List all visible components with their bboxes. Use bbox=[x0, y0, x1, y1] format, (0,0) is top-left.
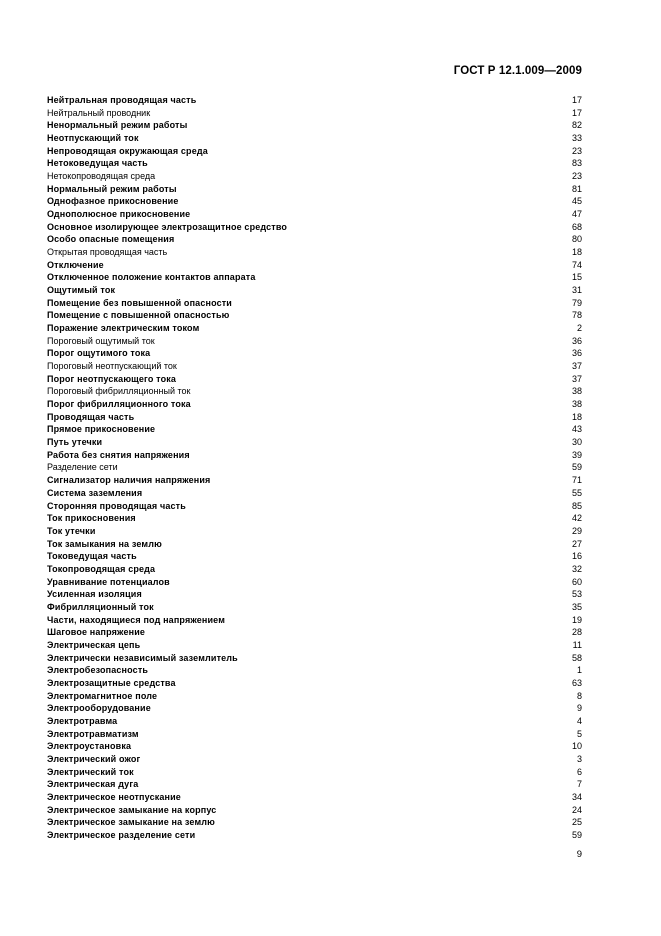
index-entry bbox=[47, 119, 582, 132]
index-term: Нормальный режим работы bbox=[47, 183, 177, 194]
index-term: Пороговый неотпускающий ток bbox=[47, 361, 177, 372]
index-entry bbox=[47, 107, 582, 120]
index-page-ref: 68 bbox=[571, 221, 582, 232]
index-page-ref: 7 bbox=[576, 779, 582, 790]
index-term: Электрическая цепь bbox=[47, 639, 141, 650]
index-term: Особо опасные помещения bbox=[47, 234, 175, 245]
index-term: Фибрилляционный ток bbox=[47, 601, 154, 612]
index-page-ref: 83 bbox=[571, 158, 582, 169]
index-term: Проводящая часть bbox=[47, 411, 135, 422]
index-page-ref: 4 bbox=[576, 715, 582, 726]
index-term: Ток прикосновения bbox=[47, 513, 136, 524]
index-entry bbox=[47, 461, 582, 474]
index-page-ref: 25 bbox=[571, 817, 582, 828]
index-page-ref: 36 bbox=[571, 348, 582, 359]
index-term: Прямое прикосновение bbox=[47, 424, 156, 435]
index-entry bbox=[47, 271, 582, 284]
index-page-ref: 16 bbox=[571, 551, 582, 562]
index-page-ref: 32 bbox=[571, 563, 582, 574]
index-page-ref: 63 bbox=[571, 677, 582, 688]
index-page-ref: 38 bbox=[571, 386, 582, 397]
index-entry bbox=[47, 639, 582, 652]
index-page-ref: 31 bbox=[571, 285, 582, 296]
index-term: Нейтральный проводник bbox=[47, 107, 151, 118]
index-entry bbox=[47, 208, 582, 221]
index-page-ref: 43 bbox=[571, 424, 582, 435]
index-page-ref: 58 bbox=[571, 652, 582, 663]
index-page-ref: 39 bbox=[571, 449, 582, 460]
index-term: Работа без снятия напряжения bbox=[47, 449, 190, 460]
index-page-ref: 74 bbox=[571, 259, 582, 270]
index-entry bbox=[47, 715, 582, 728]
index-entry bbox=[47, 601, 582, 614]
index-page-ref: 82 bbox=[571, 120, 582, 131]
index-term: Электротравматизм bbox=[47, 728, 139, 739]
index-entry bbox=[47, 233, 582, 246]
index-page-ref: 23 bbox=[571, 171, 582, 182]
index-entry bbox=[47, 183, 582, 196]
index-entry bbox=[47, 626, 582, 639]
index-term: Разделение сети bbox=[47, 462, 118, 473]
index-term: Электротравма bbox=[47, 715, 118, 726]
index-entry bbox=[47, 740, 582, 753]
index-term: Электрозащитные средства bbox=[47, 677, 176, 688]
index-term: Части, находящиеся под напряжением bbox=[47, 614, 226, 625]
index-entry bbox=[47, 576, 582, 589]
index-term: Электрооборудование bbox=[47, 703, 151, 714]
index-entry bbox=[47, 170, 582, 183]
index-page-ref: 23 bbox=[571, 145, 582, 156]
index-page-ref: 18 bbox=[571, 411, 582, 422]
index-page-ref: 53 bbox=[571, 589, 582, 600]
index-term: Шаговое напряжение bbox=[47, 627, 146, 638]
index-entry bbox=[47, 677, 582, 690]
index-entry bbox=[47, 804, 582, 817]
index-page-ref: 18 bbox=[571, 247, 582, 258]
index-term: Основное изолирующее электрозащитное средство bbox=[47, 221, 288, 232]
index-entry bbox=[47, 525, 582, 538]
index-term: Нетоковедущая часть bbox=[47, 158, 148, 169]
index-term: Сигнализатор наличия напряжения bbox=[47, 475, 211, 486]
index-entry bbox=[47, 411, 582, 424]
index-entry bbox=[47, 284, 582, 297]
index-entry bbox=[47, 778, 582, 791]
index-entry bbox=[47, 246, 582, 259]
index-term: Помещение с повышенной опасностью bbox=[47, 310, 230, 321]
index-term: Токоведущая часть bbox=[47, 551, 137, 562]
index-page-ref: 35 bbox=[571, 601, 582, 612]
index-entry bbox=[47, 94, 582, 107]
index-term: Однофазное прикосновение bbox=[47, 196, 179, 207]
index-entry bbox=[47, 652, 582, 665]
index-entry bbox=[47, 614, 582, 627]
index-term: Система заземления bbox=[47, 487, 143, 498]
index-term: Непроводящая окружающая среда bbox=[47, 145, 208, 156]
index-term: Пороговый фибрилляционный ток bbox=[47, 386, 191, 397]
index-page-ref: 10 bbox=[571, 741, 582, 752]
index-term: Электрическое замыкание на корпус bbox=[47, 804, 217, 815]
index-page-ref: 6 bbox=[576, 766, 582, 777]
index-term: Электрическое разделение сети bbox=[47, 829, 196, 840]
index-page-ref: 81 bbox=[571, 183, 582, 194]
index-page-ref: 17 bbox=[571, 95, 582, 105]
index-term: Неотпускающий ток bbox=[47, 133, 139, 144]
index-page-ref: 71 bbox=[571, 475, 582, 486]
index-entry bbox=[47, 816, 582, 829]
index-page-ref: 60 bbox=[571, 576, 582, 587]
index-term: Поражение электрическим током bbox=[47, 323, 200, 334]
index-entry bbox=[47, 487, 582, 500]
index-entry bbox=[47, 753, 582, 766]
index-entry bbox=[47, 309, 582, 322]
index-page-ref: 80 bbox=[571, 234, 582, 245]
index-page-ref: 37 bbox=[571, 373, 582, 384]
index-entry bbox=[47, 360, 582, 373]
index-term: Порог фибрилляционного тока bbox=[47, 399, 191, 410]
index-entry bbox=[47, 221, 582, 234]
index-entry bbox=[47, 563, 582, 576]
index-page-ref: 5 bbox=[576, 728, 582, 739]
index-term: Ненормальный режим работы bbox=[47, 120, 188, 131]
index-page-ref: 27 bbox=[571, 538, 582, 549]
index-page-ref: 29 bbox=[571, 525, 582, 536]
index-entry bbox=[47, 728, 582, 741]
index-entry bbox=[47, 385, 582, 398]
index-term: Однополюсное прикосновение bbox=[47, 209, 191, 220]
index-entry bbox=[47, 195, 582, 208]
index-page-ref: 85 bbox=[571, 500, 582, 511]
index-term: Электробезопасность bbox=[47, 665, 149, 676]
index-entry bbox=[47, 588, 582, 601]
index-term: Токопроводящая среда bbox=[47, 563, 156, 574]
index-page-ref: 15 bbox=[571, 272, 582, 283]
index-entry bbox=[47, 500, 582, 513]
index-entry bbox=[47, 690, 582, 703]
index-term: Ток замыкания на землю bbox=[47, 538, 162, 549]
index-term: Сторонняя проводящая часть bbox=[47, 500, 186, 511]
index-page-ref: 36 bbox=[571, 335, 582, 346]
index-entry bbox=[47, 538, 582, 551]
index-entry bbox=[47, 347, 582, 360]
index-term: Электрический ожог bbox=[47, 753, 141, 764]
index-term: Порог неотпускающего тока bbox=[47, 373, 177, 384]
index-term: Электроустановка bbox=[47, 741, 132, 752]
index-term: Усиленная изоляция bbox=[47, 589, 142, 600]
index-entry bbox=[47, 436, 582, 449]
alphabetical-index bbox=[47, 94, 582, 842]
index-term: Отключение bbox=[47, 259, 104, 270]
index-entry bbox=[47, 297, 582, 310]
index-page-ref: 17 bbox=[571, 107, 582, 118]
index-entry bbox=[47, 132, 582, 145]
index-term: Электромагнитное поле bbox=[47, 690, 158, 701]
index-term: Путь утечки bbox=[47, 437, 103, 448]
index-term: Электрическое неотпускание bbox=[47, 791, 181, 802]
index-page-ref: 30 bbox=[571, 437, 582, 448]
index-page-ref: 28 bbox=[571, 627, 582, 638]
index-entry bbox=[47, 145, 582, 158]
index-term: Нетокопроводящая среда bbox=[47, 171, 156, 182]
index-page-ref: 9 bbox=[576, 703, 582, 714]
index-term: Уравнивание потенциалов bbox=[47, 576, 170, 587]
index-page-ref: 34 bbox=[571, 791, 582, 802]
index-entry bbox=[47, 791, 582, 804]
index-entry bbox=[47, 766, 582, 779]
index-entry bbox=[47, 398, 582, 411]
index-page-ref: 8 bbox=[576, 690, 582, 701]
index-term: Электрический ток bbox=[47, 766, 134, 777]
index-term: Пороговый ощутимый ток bbox=[47, 335, 155, 346]
index-page-ref: 24 bbox=[571, 804, 582, 815]
index-entry bbox=[47, 550, 582, 563]
index-page-ref: 33 bbox=[571, 133, 582, 144]
index-entry bbox=[47, 322, 582, 335]
index-term: Электрическая дуга bbox=[47, 779, 139, 790]
index-entry bbox=[47, 829, 582, 842]
index-page-ref: 19 bbox=[571, 614, 582, 625]
index-entry bbox=[47, 512, 582, 525]
index-term: Порог ощутимого тока bbox=[47, 348, 151, 359]
index-page-ref: 42 bbox=[571, 513, 582, 524]
index-page-ref: 2 bbox=[576, 323, 582, 334]
index-term: Отключенное положение контактов аппарата bbox=[47, 272, 256, 283]
index-page-ref: 47 bbox=[571, 209, 582, 220]
index-term: Ток утечки bbox=[47, 525, 96, 536]
index-page-ref: 38 bbox=[571, 399, 582, 410]
index-entry bbox=[47, 664, 582, 677]
index-entry bbox=[47, 702, 582, 715]
index-term: Открытая проводящая часть bbox=[47, 247, 168, 258]
index-term: Нейтральная проводящая часть bbox=[47, 95, 197, 105]
index-page-ref: 59 bbox=[571, 462, 582, 473]
index-entry bbox=[47, 423, 582, 436]
index-entry bbox=[47, 157, 582, 170]
index-page-ref: 78 bbox=[571, 310, 582, 321]
index-term: Помещение без повышенной опасности bbox=[47, 297, 232, 308]
index-page-ref: 1 bbox=[576, 665, 582, 676]
document-header: ГОСТ Р 12.1.009—2009 bbox=[453, 65, 582, 77]
index-term: Ощутимый ток bbox=[47, 285, 116, 296]
index-page-ref: 3 bbox=[576, 753, 582, 764]
page-number: 9 bbox=[576, 849, 582, 860]
index-entry bbox=[47, 449, 582, 462]
index-entry bbox=[47, 474, 582, 487]
index-term: Электрически независимый заземлитель bbox=[47, 652, 238, 663]
index-term: Электрическое замыкание на землю bbox=[47, 817, 215, 828]
index-entry bbox=[47, 373, 582, 386]
index-page-ref: 59 bbox=[571, 829, 582, 840]
index-entry bbox=[47, 259, 582, 272]
index-page-ref: 55 bbox=[571, 487, 582, 498]
index-page-ref: 45 bbox=[571, 196, 582, 207]
index-page-ref: 11 bbox=[572, 639, 582, 650]
index-page-ref: 79 bbox=[571, 297, 582, 308]
index-page-ref: 37 bbox=[571, 361, 582, 372]
index-entry bbox=[47, 335, 582, 348]
